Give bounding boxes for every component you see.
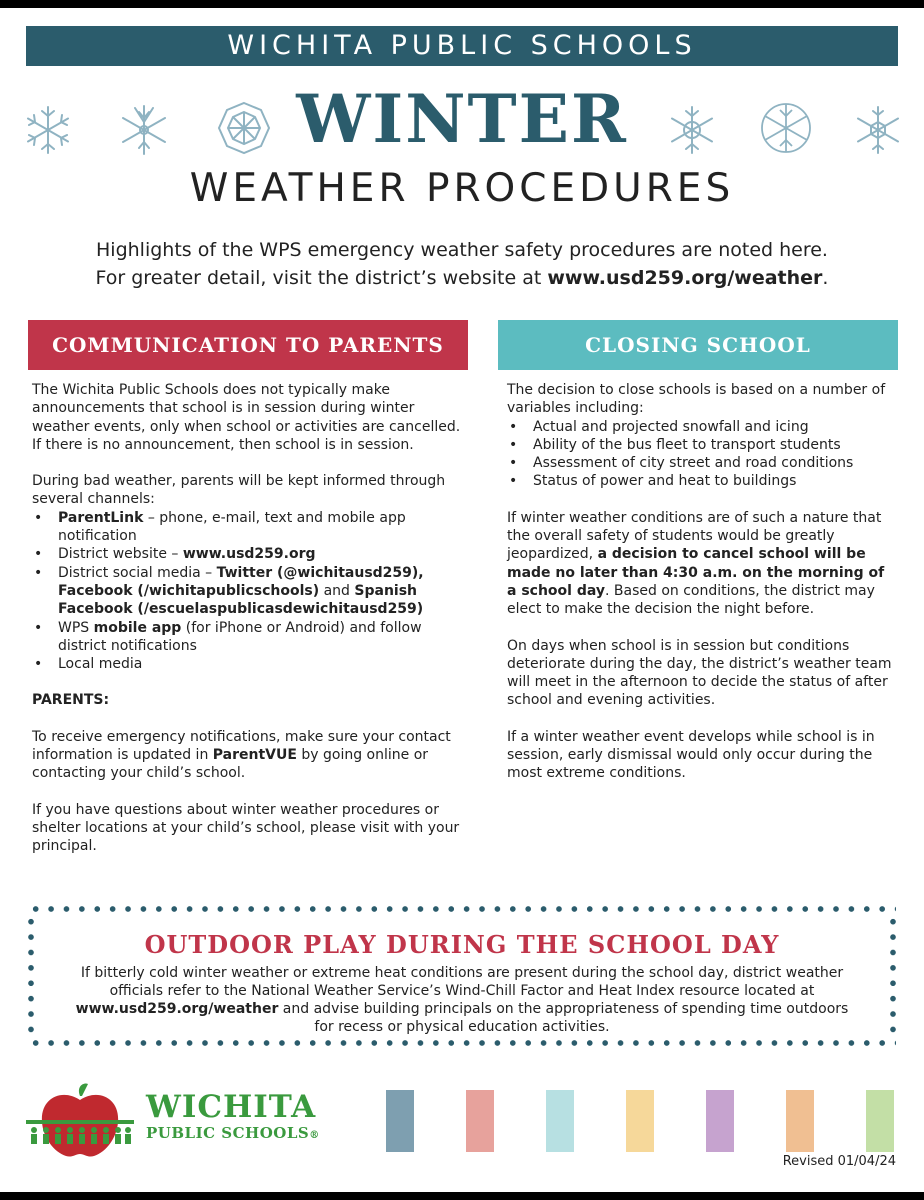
mobile-app-label: mobile app: [93, 619, 182, 636]
weather-website-link[interactable]: www.usd259.org/weather: [547, 267, 823, 289]
parentvue-label: ParentVUE: [212, 747, 297, 764]
list-item: [32, 564, 472, 619]
variables-list: [507, 418, 897, 491]
color-swatch: [626, 1090, 654, 1152]
outdoor-weather-link[interactable]: www.usd259.org/weather: [75, 1001, 279, 1017]
list-item: [32, 509, 472, 546]
logo-line-2: [146, 1124, 320, 1145]
website-text: District website –: [58, 546, 183, 563]
outdoor-play-heading: OUTDOOR PLAY DURING THE SCHOOL DAY: [144, 930, 780, 959]
closing-school-heading: CLOSING SCHOOL: [498, 320, 898, 370]
channels-list: [32, 509, 472, 674]
parentlink-text: – phone, e-mail, text and mobile app notification: [58, 509, 406, 545]
parentlink-label: ParentLink: [58, 509, 144, 526]
outdoor-play-text: [70, 964, 854, 1036]
list-item: • Ability of the bus fleet to transport students: [507, 436, 897, 454]
parents-text-a: To receive emergency notifications, make sure your contact information is updated in: [32, 728, 451, 764]
intro-line-2-suffix: .: [822, 267, 829, 289]
district-website-link[interactable]: www.usd259.org: [182, 546, 316, 563]
dotted-border-top: [28, 906, 896, 912]
logo-line-1: WICHITA: [146, 1089, 317, 1125]
list-item: • Status of power and heat to buildings: [507, 472, 897, 490]
closing-school-column: [507, 381, 897, 801]
list-item: • Assessment of city street and road conditions: [507, 454, 897, 472]
communication-paragraph-1: The Wichita Public Schools does not typically make announcements that school is in session during winter weather events, only when school or activities are cancelled. If there is no announcement, then school is in session.: [32, 382, 461, 453]
communication-paragraph-2: During bad weather, parents will be kept informed through several channels:: [32, 473, 446, 508]
intro-line-1: Highlights of the WPS emergency weather safety procedures are noted here.: [96, 239, 828, 261]
parents-paragraph: [32, 728, 472, 783]
color-swatch: [706, 1090, 734, 1152]
closing-paragraph-2: [507, 509, 897, 619]
app-text: WPS: [58, 619, 94, 636]
app-text-2: (for iPhone or Android) and follow district notifications: [58, 619, 422, 654]
color-swatch: [546, 1090, 574, 1152]
list-item: [32, 655, 472, 673]
social-and: and: [319, 582, 355, 599]
questions-paragraph: If you have questions about winter weather procedures or shelter locations at your child’s school, please visit with your principal.: [32, 801, 460, 855]
parents-text-b: by going online or contacting your child’s school.: [32, 747, 429, 782]
communication-column: [32, 381, 472, 874]
wichita-public-schools-logo: [146, 1090, 320, 1145]
color-swatch: [866, 1090, 894, 1152]
communication-heading: COMMUNICATION TO PARENTS: [28, 320, 468, 370]
cancel-deadline-text: a decision to cancel school will be made no later than 4:30 a.m. on the morning of a school day: [507, 546, 885, 599]
color-swatch: [466, 1090, 494, 1152]
closing-p2-text-b: . Based on conditions, the district may elect to make the decision the night before.: [507, 582, 875, 618]
parents-heading: PARENTS:: [32, 692, 110, 709]
color-swatch: [386, 1090, 414, 1152]
dotted-border-bottom: [28, 1040, 896, 1046]
revised-date: Revised 01/04/24: [782, 1154, 896, 1169]
registered-mark: ®: [309, 1130, 320, 1141]
logo-line-2-text: PUBLIC SCHOOLS: [146, 1124, 310, 1142]
intro-line-2: [0, 264, 924, 292]
color-swatch: [786, 1090, 814, 1152]
intro-line-2-prefix: For greater detail, visit the district’s website at: [95, 267, 548, 289]
spanish-facebook-link[interactable]: Spanish Facebook (/escuelaspublicasdewichitausd259): [58, 582, 424, 618]
intro-text: [0, 236, 924, 292]
apple-logo-icon: [26, 1082, 134, 1166]
list-item: [32, 619, 472, 656]
closing-paragraph-1: The decision to close schools is based on a number of variables including:: [507, 382, 886, 417]
list-item: • Actual and projected snowfall and icing: [507, 418, 897, 436]
list-item: [32, 545, 472, 563]
header-banner: WICHITA PUBLIC SCHOOLS: [26, 26, 898, 66]
social-links[interactable]: Twitter (@wichitausd259), Facebook (/wichitapublicschools): [58, 564, 424, 599]
closing-p2-text-a: If winter weather conditions are of such a nature that the overall safety of students would be greatly jeopardized,: [507, 509, 882, 563]
outdoor-text-a: If bitterly cold winter weather or extreme heat conditions are present during the school day, district weather officials refer to the National Weather Service’s Wind-Chill Factor and Heat Index resource located at: [80, 965, 844, 999]
social-text: District social media –: [58, 564, 217, 581]
closing-paragraph-4: If a winter weather event develops while school is in session, early dismissal would only occur during the most extreme conditions.: [507, 728, 875, 782]
closing-paragraph-3: On days when school is in session but conditions deteriorate during the day, the district’s weather team will meet in the afternoon to decide the status of after school and evening activities.: [507, 637, 892, 709]
title-weather-procedures: WEATHER PROCEDURES: [189, 166, 735, 211]
outdoor-text-b: and advise building principals on the appropriateness of spending time outdoors for recess or physical education activities.: [278, 1001, 849, 1035]
local-media-text: Local media: [58, 656, 143, 673]
title-winter: WINTER: [296, 80, 628, 158]
flyer-page: [0, 8, 924, 1192]
